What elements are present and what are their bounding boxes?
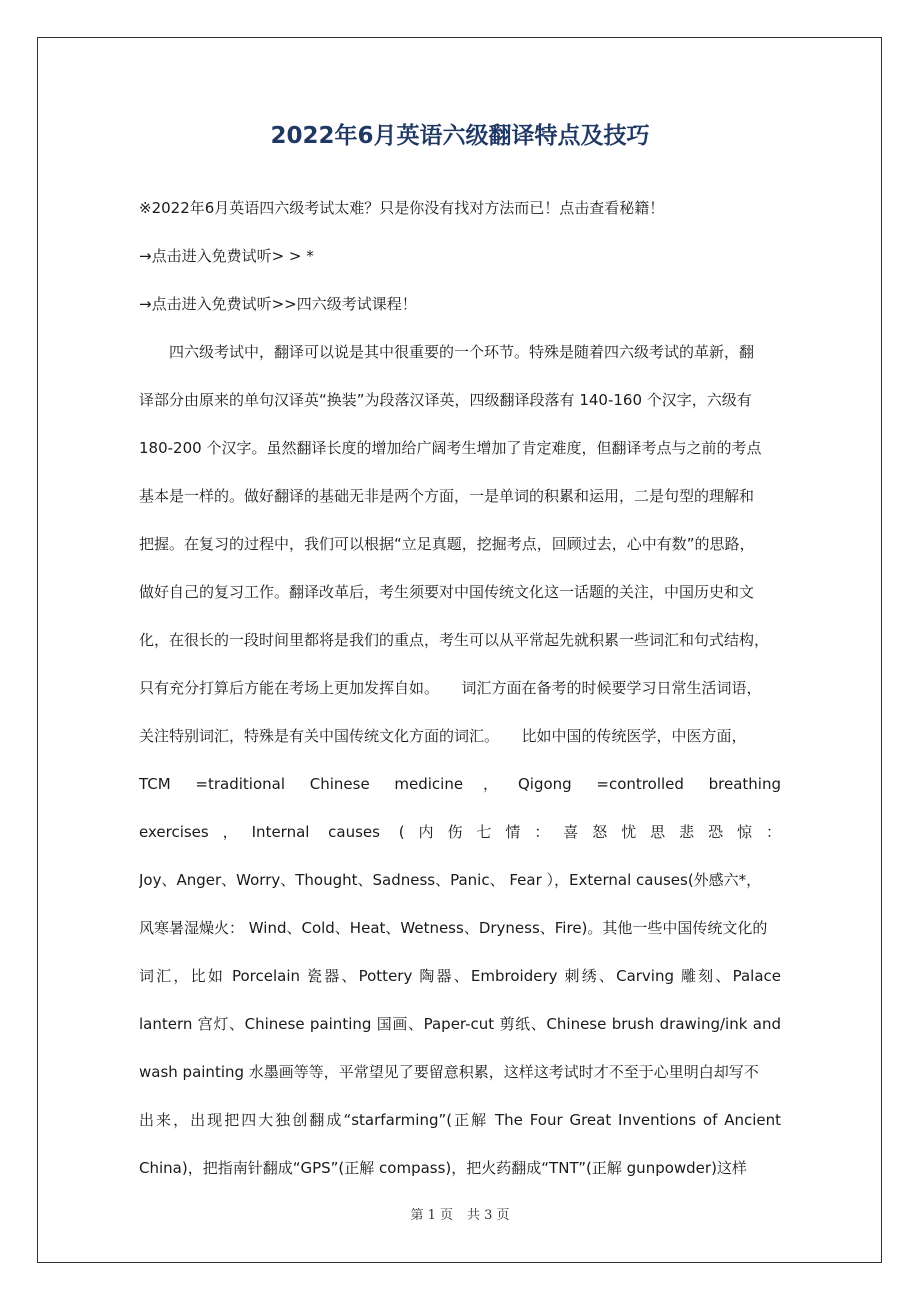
body-line: China)，把指南针翻成“GPS”(正解 compass)，把火药翻成“TNT”(正解 gunpowder)这样	[139, 1159, 747, 1177]
page-footer	[0, 1204, 920, 1228]
body-line: 化，在很长的一段时间里都将是我们的重点，考生可以从平常起先就积累一些词汇和句式结构，	[139, 631, 770, 649]
body-line: 译部分由原来的单句汉译英“换装”为段落汉译英，四级翻译段落有 140-160 个汉字，六级有	[139, 391, 752, 409]
document-title: 2022年6月英语六级翻译特点及技巧	[270, 123, 650, 149]
body-line: 把握。在复习的过程中，我们可以根据“立足真题，挖掘考点，回顾过去，心中有数”的思路，	[139, 535, 755, 553]
body-line: 风寒暑湿燥火： Wind、Cold、Heat、Wetness、Dryness、Fire)。其他一些中国传统文化的	[139, 919, 768, 937]
body-line: 词汇，比如 Porcelain 瓷器、Pottery 陶器、Embroidery 刺绣、Carving 雕刻、Palace	[139, 967, 781, 985]
intro-line[interactable]: ※2022年6月英语四六级考试太难？只是你没有找对方法而已！点击查看秘籍！	[139, 199, 665, 217]
body-line: lantern 宫灯、Chinese painting 国画、Paper-cut 剪纸、Chinese brush drawing/ink and	[139, 1015, 781, 1033]
body-line: wash painting 水墨画等等，平常望见了要留意积累，这样这考试时才不至于心里明白却写不	[139, 1063, 759, 1081]
intro-line[interactable]: →点击进入免费试听>>四六级考试课程！	[139, 295, 417, 313]
page-total: 共 3 页	[467, 1208, 510, 1223]
body-line: 只有充分打算后方能在考场上更加发挥自如。 词汇方面在备考的时候要学习日常生活词语，	[139, 679, 762, 697]
body-line: Joy、Anger、Worry、Thought、Sadness、Panic、 Fear ），External causes(外感六*，	[139, 871, 762, 889]
intro-line[interactable]: →点击进入免费试听> > *	[139, 247, 314, 265]
page-number: 第 1 页	[410, 1208, 453, 1223]
body-line: exercises，Internal causes (内伤七情：喜怒忧思悲恐惊：	[139, 823, 781, 841]
body-line: 180-200 个汉字。虽然翻译长度的增加给广阔考生增加了肯定难度，但翻译考点与之前的考点	[139, 439, 762, 457]
body-line: 基本是一样的。做好翻译的基础无非是两个方面，一是单词的积累和运用，二是句型的理解和	[139, 487, 755, 505]
body-line: 做好自己的复习工作。翻译改革后，考生须要对中国传统文化这一话题的关注，中国历史和文	[139, 583, 755, 601]
body-line: 关注特别词汇，特殊是有关中国传统文化方面的词汇。 比如中国的传统医学，中医方面，	[139, 727, 747, 745]
body-line: TCM =traditional Chinese medicine，Qigong =controlled breathing	[139, 775, 781, 793]
body-line: 四六级考试中，翻译可以说是其中很重要的一个环节。特殊是随着四六级考试的革新，翻	[139, 343, 755, 361]
body-line: 出来，出现把四大独创翻成“starfarming”(正解 The Four Great Inventions of Ancient	[139, 1111, 781, 1129]
